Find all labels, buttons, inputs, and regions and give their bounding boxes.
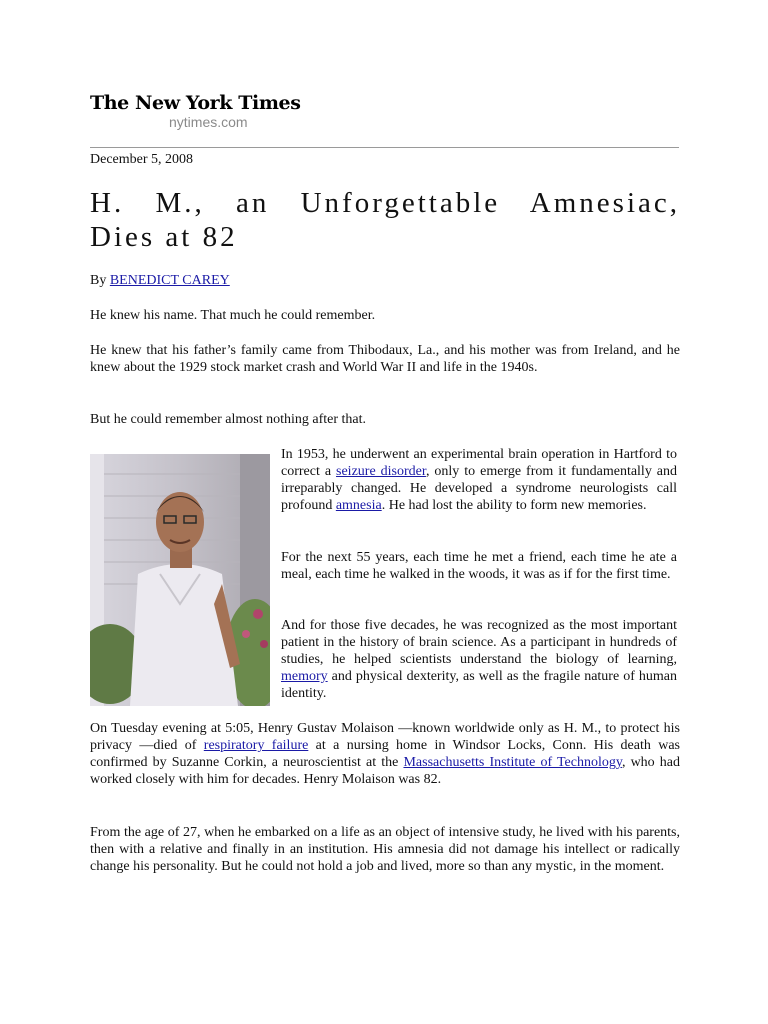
paragraph-4-text-a: In 1953, he underwent an experimental brain operation in Hartford to correct a [281, 447, 677, 479]
paragraph-6-text-a: And for those five decades, he was recognized as the most important patient in the history of brain science. As a participant in hundreds of studies, he helped scientists understand the biology of learning, [281, 618, 677, 667]
respiratory-failure-link[interactable]: respiratory failure [203, 738, 309, 753]
nyt-logo[interactable]: The New York Times [90, 92, 301, 114]
byline-prefix: By [90, 273, 110, 288]
paragraph-7-text-a: On Tuesday evening at 5:05, Henry Gustav Molaison —known worldwide only as H. M., to protect his privacy —died of [90, 721, 680, 753]
paragraph-3: But he could remember almost nothing after that. [90, 412, 367, 427]
masthead [90, 92, 301, 134]
paragraph-2: He knew that his father’s family came from Thibodaux, La., and his mother was from Ireland, and he knew about the 1929 stock market crash and World War II and life in the 1940s. [90, 343, 680, 375]
mit-link[interactable]: Massachusetts Institute of Technology [403, 755, 622, 770]
paragraph-7-text-b: at a nursing home in Windsor Locks, Conn. His death was confirmed by Suzanne Corkin, a neuroscientist at the [90, 738, 680, 770]
seizure-disorder-link[interactable]: seizure disorder [336, 464, 426, 479]
site-domain[interactable]: nytimes.com [169, 114, 248, 130]
paragraph-6 [281, 617, 677, 702]
headline-line-1: H. M., an Unforgettable Amnesiac, [90, 187, 680, 219]
paragraph-4-text-b: , only to emerge from it fundamentally and irreparably changed. He developed a syndrome neurologists call profound [281, 464, 678, 513]
hm-portrait-image [90, 454, 270, 706]
memory-link[interactable]: memory [281, 669, 328, 684]
headline [90, 186, 680, 254]
author-link[interactable]: BENEDICT CAREY [109, 273, 230, 288]
paragraph-4 [281, 446, 677, 514]
header-divider [90, 147, 679, 148]
paragraph-8: From the age of 27, when he embarked on a life as an object of intensive study, he lived with his parents, then with a relative and finally in an institution. His amnesia did not damage his intellect or radically change his personality. But he could not hold a job and lived, more so than any mystic, in the moment. [90, 825, 680, 874]
hm-photo [90, 454, 270, 706]
paragraph-7 [90, 720, 680, 788]
headline-line-2: Dies at 82 [90, 221, 238, 253]
paragraph-4-text-c: . He had lost the ability to form new memories. [381, 498, 647, 513]
paragraph-1: He knew his name. That much he could remember. [90, 308, 376, 323]
paragraph-5: For the next 55 years, each time he met a friend, each time he ate a meal, each time he walked in the woods, it was as if for the first time. [281, 550, 677, 582]
publish-date: December 5, 2008 [90, 152, 194, 167]
paragraph-7-text-c: , who had worked closely with him for decades. Henry Molaison was 82. [90, 755, 681, 787]
paragraph-6-text-b: and physical dexterity, as well as the fragile nature of human identity. [281, 669, 677, 701]
byline [90, 273, 230, 289]
amnesia-link[interactable]: amnesia [335, 498, 382, 513]
